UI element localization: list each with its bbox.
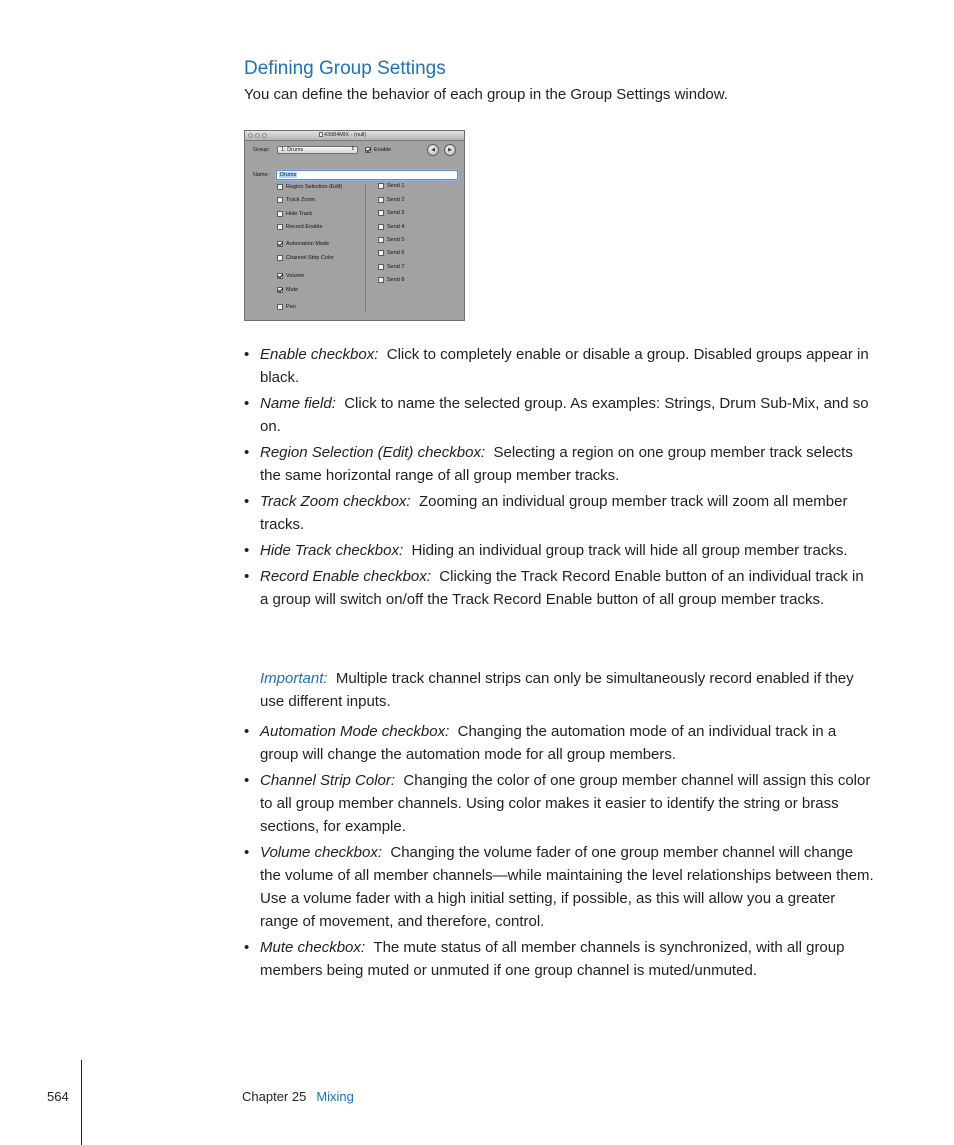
group-popup-value: 1: Drums bbox=[281, 147, 304, 153]
window-titlebar bbox=[245, 131, 464, 141]
send-option-checkbox[interactable] bbox=[378, 224, 384, 230]
minimize-window-button[interactable] bbox=[255, 133, 260, 138]
list-item-term: Track Zoom checkbox: bbox=[260, 493, 411, 510]
option-label: Hide Track bbox=[286, 210, 313, 217]
bullet-marker: • bbox=[244, 723, 250, 740]
send-option-label: Send 8 bbox=[387, 276, 405, 283]
bullet-marker: • bbox=[244, 346, 250, 363]
list-item-term: Volume checkbox: bbox=[260, 844, 383, 861]
list-item-text: Zooming an individual group member track will zoom all member tracks. bbox=[260, 493, 848, 533]
name-label: Name: bbox=[253, 172, 270, 178]
option-checkbox[interactable] bbox=[277, 184, 283, 190]
send-option-checkbox[interactable] bbox=[378, 183, 384, 189]
list-item-text: Changing the automation mode of an individual track in a group will change the automation mode for all group members. bbox=[260, 723, 837, 763]
option-label: Channel Strip Color bbox=[286, 254, 334, 261]
option-checkbox[interactable] bbox=[277, 241, 283, 247]
list-item-term: Automation Mode checkbox: bbox=[260, 723, 450, 740]
send-option-label: Send 7 bbox=[387, 263, 405, 270]
bullet-marker: • bbox=[244, 568, 250, 585]
option-checkbox[interactable] bbox=[277, 273, 283, 279]
list-item-term: Name field: bbox=[260, 395, 336, 412]
list-item bbox=[244, 769, 874, 838]
enable-checkbox[interactable] bbox=[365, 147, 371, 153]
list-item bbox=[244, 720, 874, 766]
important-text: Multiple track channel strips can only be simultaneously record enabled if they use different inputs. bbox=[260, 670, 854, 710]
list-item-term: Enable checkbox: bbox=[260, 346, 379, 363]
option-checkbox[interactable] bbox=[277, 211, 283, 217]
option-label: Automation Mode bbox=[286, 240, 330, 247]
name-field-value: Drums bbox=[280, 172, 297, 178]
window-title: 43984MIX - (null) bbox=[319, 132, 366, 138]
left-arrow-icon: ◀ bbox=[431, 147, 435, 153]
list-item-term: Region Selection (Edit) checkbox: bbox=[260, 444, 486, 461]
bullet-marker: • bbox=[244, 444, 250, 461]
chapter-number: Chapter 25 bbox=[242, 1089, 307, 1104]
intro-paragraph: You can define the behavior of each group in the Group Settings window. bbox=[244, 86, 728, 103]
bullet-marker: • bbox=[244, 844, 250, 861]
bullet-marker: • bbox=[244, 772, 250, 789]
list-item-text: Click to name the selected group. As examples: Strings, Drum Sub-Mix, and so on. bbox=[260, 395, 869, 435]
send-option-checkbox[interactable] bbox=[378, 210, 384, 216]
chapter-name-link[interactable]: Mixing bbox=[316, 1089, 354, 1104]
send-option-label: Send 5 bbox=[387, 236, 405, 243]
send-option-label: Send 2 bbox=[387, 196, 405, 203]
list-item bbox=[244, 392, 874, 438]
footer-rule bbox=[81, 1060, 82, 1145]
send-option-label: Send 4 bbox=[387, 223, 405, 230]
list-item-text: Hiding an individual group track will hide all group member tracks. bbox=[411, 542, 848, 559]
enable-label: Enable bbox=[374, 147, 392, 153]
group-settings-window bbox=[244, 130, 465, 321]
send-option-checkbox[interactable] bbox=[378, 197, 384, 203]
list-item-term: Mute checkbox: bbox=[260, 939, 366, 956]
send-option-label: Send 3 bbox=[387, 209, 405, 216]
list-item bbox=[244, 936, 874, 982]
send-option-checkbox[interactable] bbox=[378, 264, 384, 270]
list-item-text: The mute status of all member channels is synchronized, with all group members being muted or unmuted if one group channel is muted/unmuted. bbox=[260, 939, 845, 979]
option-label: Record Enable bbox=[286, 223, 323, 230]
bullet-marker: • bbox=[244, 542, 250, 559]
send-option-checkbox[interactable] bbox=[378, 250, 384, 256]
list-item bbox=[244, 565, 874, 611]
bullet-marker: • bbox=[244, 395, 250, 412]
column-divider bbox=[365, 184, 366, 313]
list-item-text: Click to completely enable or disable a group. Disabled groups appear in black. bbox=[260, 346, 869, 386]
feature-list-continued bbox=[244, 720, 874, 985]
name-field[interactable] bbox=[276, 170, 458, 180]
option-label: Region Selection (Edit) bbox=[286, 183, 343, 190]
document-icon bbox=[319, 132, 323, 137]
zoom-window-button[interactable] bbox=[262, 133, 267, 138]
right-arrow-icon: ▶ bbox=[448, 147, 452, 153]
option-checkbox[interactable] bbox=[277, 287, 283, 293]
send-option-label: Send 6 bbox=[387, 249, 405, 256]
list-item-text: Clicking the Track Record Enable button of an individual track in a group will switch on/off the Track Record Enable button of all group member tracks. bbox=[260, 568, 864, 608]
option-label: Track Zoom bbox=[286, 196, 316, 203]
important-note bbox=[260, 667, 870, 713]
chapter-label bbox=[242, 1089, 354, 1104]
list-item bbox=[244, 539, 874, 562]
bullet-marker: • bbox=[244, 493, 250, 510]
group-label: Group: bbox=[253, 147, 270, 153]
send-option-label: Send 1 bbox=[387, 182, 405, 189]
list-item-term: Hide Track checkbox: bbox=[260, 542, 404, 559]
bullet-marker: • bbox=[244, 939, 250, 956]
option-checkbox[interactable] bbox=[277, 224, 283, 230]
previous-group-button[interactable] bbox=[427, 144, 439, 156]
option-checkbox[interactable] bbox=[277, 255, 283, 261]
option-label: Pan bbox=[286, 303, 296, 310]
list-item-text: Selecting a region on one group member track selects the same horizontal range of all group member tracks. bbox=[260, 444, 853, 484]
option-checkbox[interactable] bbox=[277, 304, 283, 310]
next-group-button[interactable] bbox=[444, 144, 456, 156]
page-number: 564 bbox=[47, 1089, 69, 1104]
section-heading: Defining Group Settings bbox=[244, 58, 446, 79]
list-item-text: Changing the color of one group member channel will assign this color to all group member channels. Using color makes it easier to identify the string or brass sections, for example. bbox=[260, 772, 871, 835]
group-popup[interactable] bbox=[277, 146, 358, 154]
list-item bbox=[244, 490, 874, 536]
send-option-checkbox[interactable] bbox=[378, 237, 384, 243]
important-label: Important: bbox=[260, 670, 328, 687]
send-option-checkbox[interactable] bbox=[378, 277, 384, 283]
list-item bbox=[244, 841, 874, 933]
list-item-term: Channel Strip Color: bbox=[260, 772, 396, 789]
list-item bbox=[244, 441, 874, 487]
list-item bbox=[244, 343, 874, 389]
option-label: Mute bbox=[286, 286, 299, 293]
popup-arrows-icon: ⇕ bbox=[350, 146, 355, 152]
option-checkbox[interactable] bbox=[277, 197, 283, 203]
list-item-term: Record Enable checkbox: bbox=[260, 568, 431, 585]
list-item-text: Changing the volume fader of one group member channel will change the volume of all member channels—while maintaining the level relationships between them. Use a volume fader with a high initial setting, if possible, as this will allow you a greater range of movement, and therefore, control. bbox=[260, 844, 874, 930]
option-label: Volume bbox=[286, 272, 305, 279]
close-window-button[interactable] bbox=[248, 133, 253, 138]
feature-list bbox=[244, 343, 874, 614]
